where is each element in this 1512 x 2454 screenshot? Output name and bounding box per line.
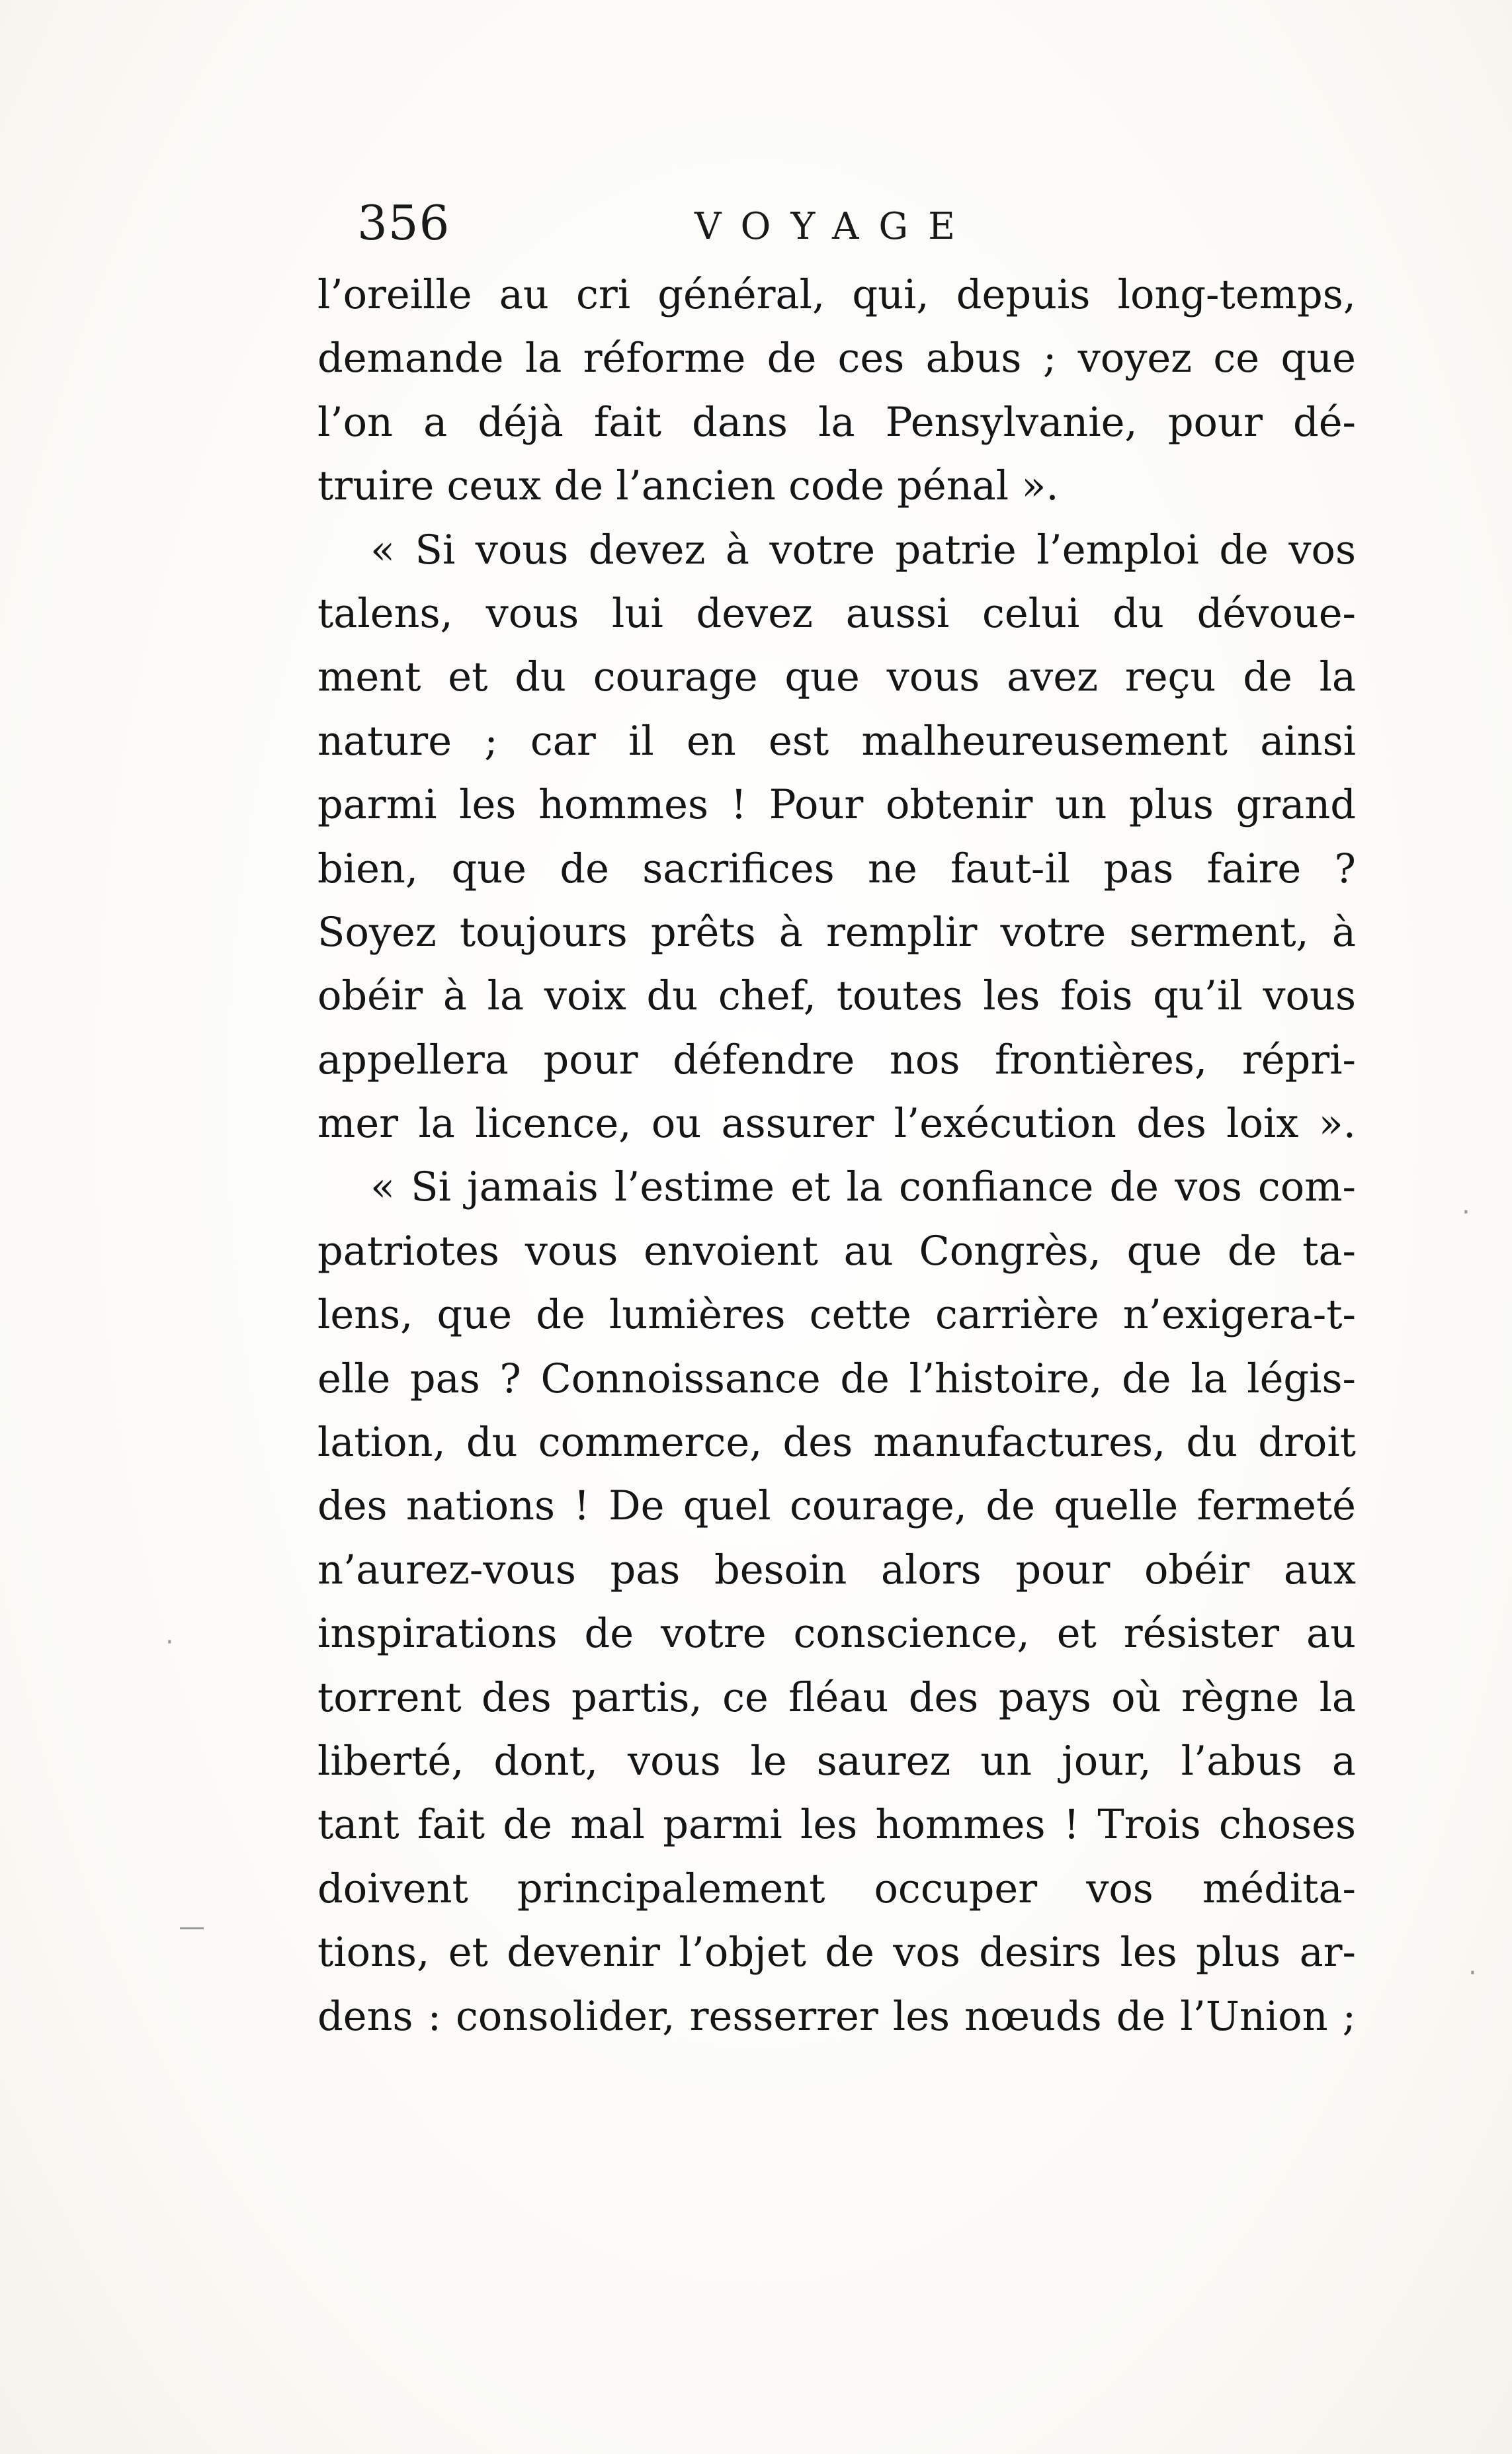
margin-speck-right-2: · [1468, 1958, 1477, 1988]
text-line: obéir à la voix du chef, toutes les fois qu’il vous [317, 973, 1356, 1020]
text-line: elle pas ? Connoissance de l’histoire, de la légis- [317, 1355, 1356, 1402]
running-title: VOYAGE [694, 205, 976, 248]
text-line: n’aurez-vous pas besoin alors pour obéir aux [317, 1546, 1356, 1593]
text-line: truire ceux de l’ancien code pénal ». [317, 463, 1059, 510]
text-line: tant fait de mal parmi les hommes ! Trois choses [317, 1802, 1356, 1849]
text-line: talens, vous lui devez aussi celui du dévoue- [317, 590, 1356, 637]
text-line: l’oreille au cri général, qui, depuis long-temps, [317, 272, 1356, 318]
text-line: doivent principalement occuper vos médita- [317, 1865, 1356, 1912]
text-line: l’on a déjà fait dans la Pensylvanie, pour dé- [317, 399, 1356, 446]
text-line: appellera pour défendre nos frontières, répri- [317, 1037, 1356, 1083]
text-line: dens : consolider, resserrer les nœuds de l’Union ; [317, 1993, 1356, 2040]
page-header [357, 193, 1369, 253]
text-line: parmi les hommes ! Pour obtenir un plus grand [317, 782, 1356, 829]
text-line: tions, et devenir l’objet de vos desirs les plus ar- [317, 1929, 1356, 1976]
text-line: « Si vous devez à votre patrie l’emploi de vos [370, 527, 1356, 573]
body-text [317, 263, 1356, 2049]
text-line: patriotes vous envoient au Congrès, que de ta- [317, 1228, 1356, 1275]
text-line: demande la réforme de ces abus ; voyez ce que [317, 335, 1356, 382]
text-line: lation, du commerce, des manufactures, du droit [317, 1419, 1356, 1466]
text-line: nature ; car il en est malheureusement ainsi [317, 718, 1356, 765]
margin-speck-left-2: — [179, 1912, 205, 1942]
page-number: 356 [357, 195, 450, 251]
margin-speck-left: · [165, 1627, 174, 1658]
text-line: lens, que de lumières cette carrière n’exigera-t- [317, 1292, 1356, 1339]
text-line: mer la licence, ou assurer l’exécution des loix ». [317, 1101, 1356, 1148]
text-line: Soyez toujours prêts à remplir votre serment, à [317, 909, 1356, 956]
text-line: ment et du courage que vous avez reçu de la [317, 654, 1356, 701]
text-line: des nations ! De quel courage, de quelle fermeté [317, 1483, 1356, 1530]
margin-speck-right: · [1462, 1197, 1470, 1228]
text-line: liberté, dont, vous le saurez un jour, l’abus a [317, 1738, 1356, 1785]
text-line: bien, que de sacrifices ne faut-il pas faire ? [317, 845, 1356, 892]
text-line: inspirations de votre conscience, et résister au [317, 1611, 1356, 1658]
text-line: « Si jamais l’estime et la confiance de vos com- [370, 1164, 1356, 1211]
text-line: torrent des partis, ce fléau des pays où règne la [317, 1674, 1356, 1721]
